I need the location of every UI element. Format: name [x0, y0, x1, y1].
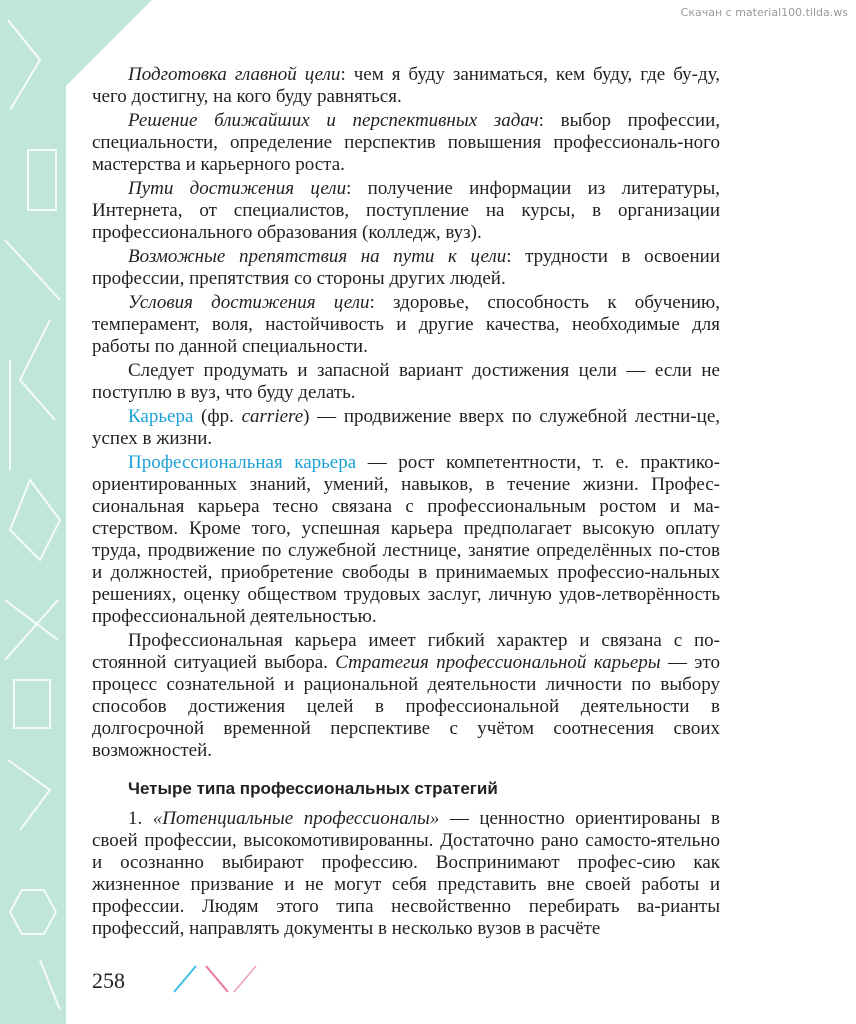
paragraph-text: — это процесс сознательной и рациональной деятельности личности по выбору способов достижения целей в профессиональной деятельности в долгосрочной временной перспективе с учётом соотнесения своих возможностей.	[92, 652, 720, 761]
paragraph-career	[92, 406, 720, 450]
page-number: 258	[92, 968, 125, 993]
paragraph-text: : получение информации из литературы, Интернета, от специалистов, поступление на курсы, в организации профессионального образования (колледж, вуз).	[92, 178, 720, 243]
paragraph-text: ) — продвижение вверх по служебной лестни-це, успех в жизни.	[92, 406, 721, 449]
paragraph-backup-plan: Следует продумать и запасной вариант достижения цели — если не поступлю в вуз, что буду делать.	[92, 360, 720, 403]
paragraph-text: Профессиональная карьера имеет гибкий характер и связана с по-стоянной ситуацией выбора.	[92, 630, 720, 673]
term-obstacles: Возможные препятствия на пути к цели	[128, 246, 507, 267]
paragraph-career-strategy	[92, 630, 720, 762]
paragraph-text: : трудности в освоении профессии, препятствия со стороны других людей.	[92, 246, 720, 289]
paragraph-obstacles	[92, 246, 720, 290]
page-content	[92, 64, 720, 942]
paragraph-text: — ценностно ориентированы в своей профессии, высокомотивированны. Достаточно рано самосто-ятельно и осознанно выбирают профессию. Воспринимают профес-сию как жизненное призвание и не могут себя представить вне своей работы и профессии. Людям этого типа несвойственно перебирать ва-рианты профессий, направлять документы в несколько вузов в расчёте	[92, 808, 721, 939]
paragraph-tasks	[92, 110, 720, 176]
term-career-strategy: Стратегия профессиональной карьеры	[335, 652, 661, 673]
term-ways: Пути достижения цели	[128, 178, 347, 199]
paragraph-text: : выбор профессии, специальности, определение перспектив повышения профессиональ-ного мастерства и карьерного роста.	[92, 110, 720, 175]
section-heading: Четыре типа профессиональных стратегий	[128, 779, 498, 798]
slash-decoration-icon	[172, 964, 262, 994]
paragraph-professional-career	[92, 452, 720, 628]
paragraph-text: : здоровье, способность к обучению, темперамент, воля, настойчивость и другие качества, необходимые для работы по данной специальности.	[92, 292, 720, 357]
paragraph-ways	[92, 178, 720, 244]
term-tasks: Решение ближайших и перспективных задач	[128, 110, 539, 131]
download-watermark: Скачан с material100.tilda.ws	[680, 6, 848, 19]
list-number: 1.	[128, 808, 153, 829]
paragraph-text: — рост компетентности, т. е. практико-ориентированных знаний, умений, навыков, в течение жизни. Профес-сиональная карьера тесно связана с профессиональным ростом и ма-стерством. Кроме того, успешная карьера предполагает высокую оплату труда, продвижение по служебной лестнице, занятие определённых по-стов и должностей, приобретение свободы в принимаемых профессио-нальных решениях, оценку обществом трудовых заслуг, личную удов-летворённость профессиональной деятельностью.	[92, 452, 721, 627]
paragraph-text: (фр.	[193, 406, 242, 427]
paragraph-conditions	[92, 292, 720, 358]
foreign-word: carriere	[241, 406, 304, 427]
term-potential-professionals: «Потенциальные профессионалы»	[152, 808, 440, 829]
decorative-sidebar	[0, 0, 66, 1024]
paragraph-main-goal	[92, 64, 720, 108]
sidebar-pattern-icon	[0, 0, 66, 1024]
paragraph-text: : чем я буду заниматься, кем буду, где бу-ду, чего достигну, на кого буду равняться.	[92, 64, 721, 107]
term-conditions: Условия достижения цели	[128, 292, 370, 313]
term-career: Карьера	[128, 406, 194, 427]
paragraph-strategy-type-1	[92, 808, 720, 940]
term-main-goal: Подготовка главной цели	[128, 64, 341, 85]
term-professional-career: Профессиональная карьера	[128, 452, 357, 473]
